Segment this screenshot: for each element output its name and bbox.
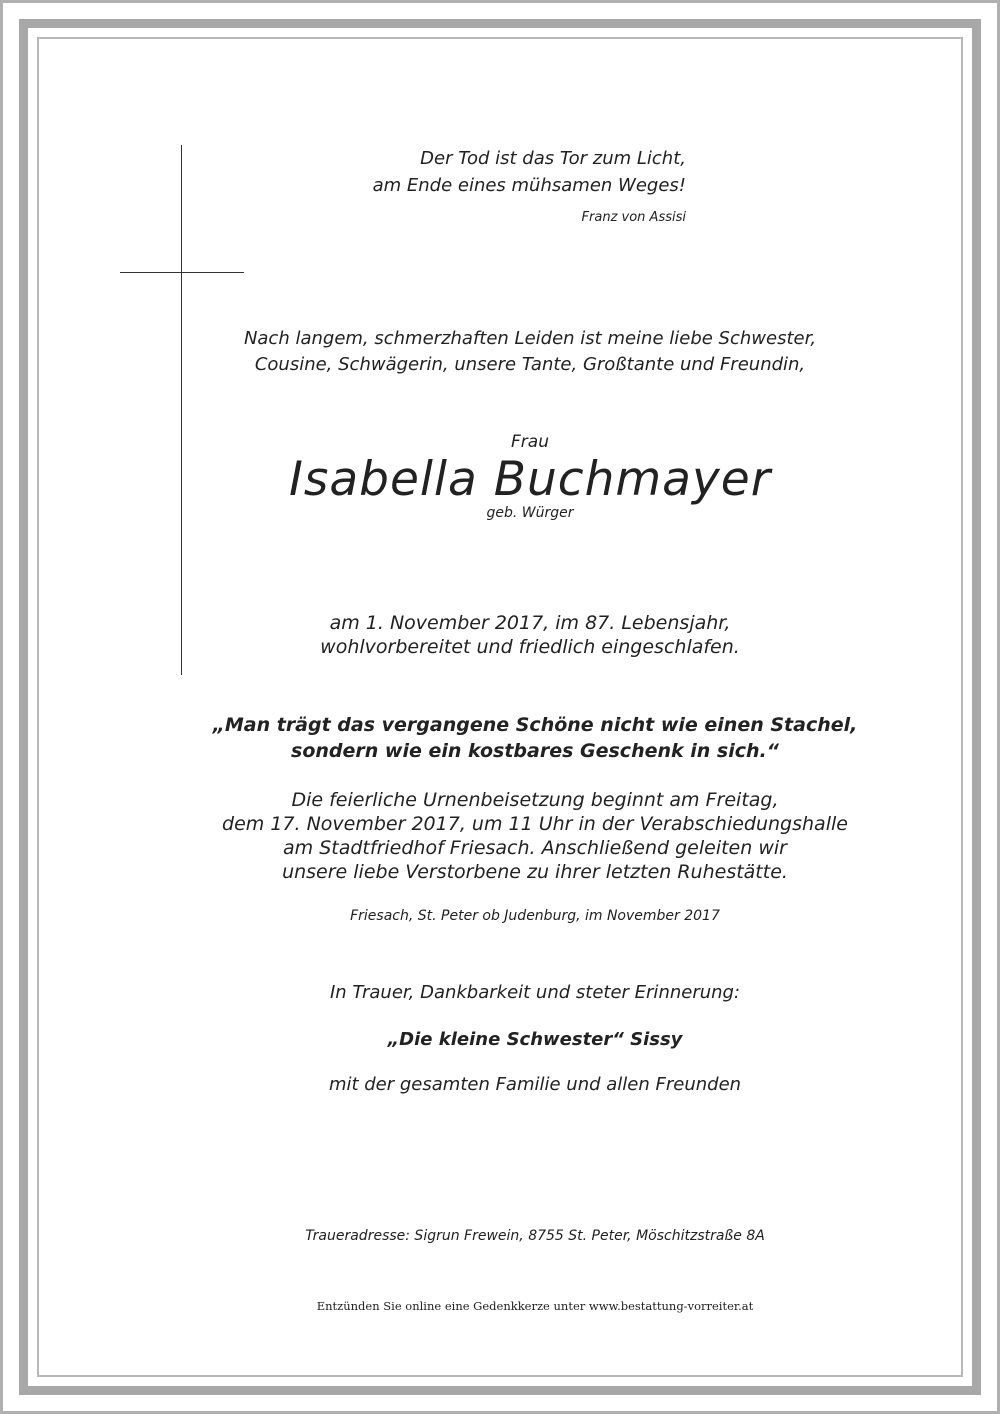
motto-author: Franz von Assisi	[581, 210, 686, 225]
deceased-name: Isabella Buchmayer	[288, 452, 772, 507]
funeral-details	[90, 788, 980, 884]
funeral-line: Die feierliche Urnenbeisetzung beginnt am Freitag,	[291, 789, 779, 811]
quote-line: „Man trägt das vergangene Schöne nicht wie einen Stachel,	[212, 714, 858, 736]
intro-line: Nach langem, schmerzhaften Leiden ist meine liebe Schwester,	[243, 328, 817, 349]
salutation: Frau	[511, 432, 549, 452]
quote-line: sondern wie ein kostbares Geschenk in sich.“	[291, 740, 779, 762]
place-date: Friesach, St. Peter ob Judenburg, im November 2017	[350, 908, 720, 924]
funeral-line: dem 17. November 2017, um 11 Uhr in der Verabschiedungshalle	[222, 813, 848, 835]
intro-text	[90, 326, 970, 378]
birth-name: geb. Würger	[486, 505, 574, 521]
online-candle-note: Entzünden Sie online eine Gedenkkerze unter www.bestattung-vorreiter.at	[316, 1299, 754, 1313]
inner-frame	[37, 37, 963, 1377]
cross-icon-horizontal	[120, 272, 244, 273]
passing-line: am 1. November 2017, im 87. Lebensjahr,	[329, 612, 731, 634]
mourners-heading: In Trauer, Dankbarkeit und steter Erinnerung:	[329, 982, 741, 1003]
intro-line: Cousine, Schwägerin, unsere Tante, Großtante und Freundin,	[254, 354, 806, 375]
mourner-sister: „Die kleine Schwester“ Sissy	[387, 1029, 683, 1050]
motto	[160, 145, 686, 199]
mourning-address: Traueradresse: Sigrun Frewein, 8755 St. Peter, Möschitzstraße 8A	[305, 1228, 765, 1244]
passing-text	[90, 611, 970, 659]
passing-line: wohlvorbereitet und friedlich eingeschlafen.	[320, 636, 740, 658]
funeral-line: unsere liebe Verstorbene zu ihrer letzten Ruhestätte.	[282, 861, 788, 883]
motto-line: Der Tod ist das Tor zum Licht,	[420, 148, 686, 169]
memorial-quote	[90, 712, 980, 764]
motto-line: am Ende eines mühsamen Weges!	[372, 175, 686, 196]
funeral-line: am Stadtfriedhof Friesach. Anschließend geleiten wir	[283, 837, 787, 859]
mourner-family: mit der gesamten Familie und allen Freunden	[328, 1074, 742, 1095]
